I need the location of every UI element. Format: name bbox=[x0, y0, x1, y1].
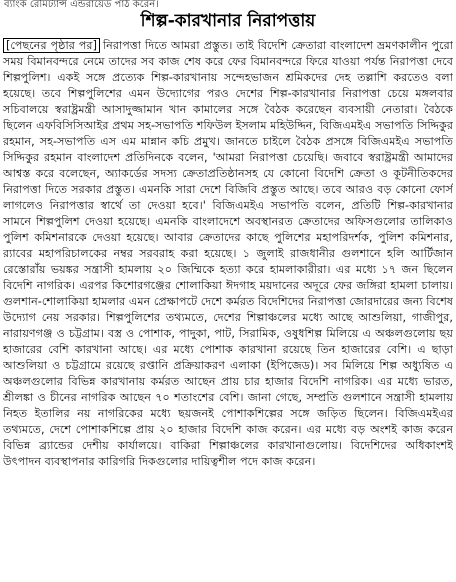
previous-article-tail: ব্যাংক রেমিট্যান্স এন্ডরায়েড পাঠ করেন। bbox=[4, 0, 159, 10]
continuation-tag: [পেছনের পৃষ্ঠার পর] bbox=[3, 38, 100, 53]
article-text: নিরাপত্তা দিতে আমরা প্রস্তুত। তাই বিদেশি ক্রেতারা বাংলাদেশ ভ্রমণকালীন পুরো সময় বিমানবন্দরে নেমে তাদের সব কাজ শেষ করে ফের বিমানবন্দরে ফিরে যাওয়া পর্যন্ত নিরাপত্তা দেবে শিল্পপুলিশ। একই সঙ্গে প্রত্যেক শিল্প-কারখানায় সন্দেহভাজন শ্রমিকদের দেহ তল্লাশি করতেও বলা হয়েছে। তবে শিল্পপুলিশের এমন উদ্যোগের পরও দেশের শিল্প-কারখানার নিরাপত্তা চেয়ে মঙ্গলবার সচিবালয়ে স্বরাষ্ট্রমন্ত্রী আসাদুজ্জামান খান কামালের সঙ্গে বৈঠক করেছেন ব্যবসায়ী নেতারা। বৈঠকে ছিলেন এফবিসিসিআইর প্রথম সহ-সভাপতি শফিউল ইসলাম মহিউদ্দিন, বিজিএমইএ সভাপতি সিদ্দিকুর রহমান, সহ-সভাপতি এস এম মান্নান কচি প্রমুখ। জানতে চাইলে বৈঠক প্রসঙ্গে বিজিএমইএ সভাপতি সিদ্দিকুর রহমান বাংলাদেশ প্রতিদিনকে বলেন, 'আমরা নিরাপত্তা চেয়েছি। জবাবে স্বরাষ্ট্রমন্ত্রী আমাদের আশ্বস্ত করে বলেছেন, অ্যাকর্ডের সদস্য ক্রেতাপ্রতিষ্ঠানসহ যে কোনো বিদেশি ক্রেতা ও কূটনীতিকদের নিরাপত্তা দিতে সরকার প্রস্তুত। এমনকি সারা দেশে বিজিবি প্রস্তুত আছে। তবে আরও বড় কোনো ফোর্স লাগলেও নিরাপত্তার স্বার্থে তা দেওয়া হবে।' বিজিএমইএ সভাপতি বলেন, প্রতিটি শিল্প-কারখানার সামনে শিল্পপুলিশ দেওয়া হয়েছে। এমনকি বাংলাদেশে অবস্থানরত ক্রেতাদের অফিসগুলোর তালিকাও পুলিশ কমিশনারকে দেওয়া হয়েছে। আবার ক্রেতাদের কাছে পুলিশের মহাপরিদর্শক, পুলিশ কমিশনার, র‍্যাবের মহাপরিচালকের নম্বর সরবরাহ করা হয়েছে। ১ জুলাই রাজধানীর গুলশানে হলি আর্টিজান রেস্তোরাঁয় ভয়ঙ্কর সন্ত্রাসী হামলায় ২০ জিম্মিকে হত্যা করে হামলাকারীরা। এর মধ্যে ১৭ জন ছিলেন বিদেশি নাগরিক। এরপর কিশোরগঞ্জের শোলাকিয়া ঈদগাহ ময়দানের অদূরে ফের জঙ্গিরা হামলা চালায়। গুলশান-শোলাকিয়া হামলার এমন প্রেক্ষাপটে দেশে কর্মরত বিদেশিদের নিরাপত্তা জোরদারের জন্য বিশেষ উদ্যোগ নেয় সরকার। শিল্পপুলিশের তথ্যমতে, দেশের শিল্পাঞ্চলের মধ্যে আছে আশুলিয়া, গাজীপুর, নারায়ণগঞ্জ ও চট্টগ্রাম। বস্ত্র ও পোশাক, পাদুকা, পাট, সিরামিক, ওষুধশিল্প মিলিয়ে এ অঞ্চলগুলোয় ছয় হাজারের বেশি কারখানা আছে। এর মধ্যে পোশাক কারখানা রয়েছে তিন হাজারের বেশি। এ ছাড়া আশুলিয়া ও চট্টগ্রামে রয়েছে রপ্তানি প্রক্রিয়াকরণ এলাকা (ইপিজেড)। সব মিলিয়ে শিল্প অধ্যুষিত এ অঞ্চলগুলোর বিভিন্ন কারখানায় কর্মরত আছেন প্রায় চার হাজার বিদেশি নাগরিক। এর মধ্যে ভারত, শ্রীলঙ্কা ও চীনের নাগরিক আছেন ৭০ শতাংশের বেশি। জানা গেছে, সম্প্রতি গুলশানে সন্ত্রাসী হামলায় নিহত ইতালির নয় নাগরিকের মধ্যে ছয়জনই পোশাকশিল্পের সঙ্গে জড়িত ছিলেন। বিজিএমইএর তথ্যমতে, দেশে পোশাকশিল্পে প্রায় ২০ হাজার বিদেশি কাজ করেন। এর মধ্যে বড় অংশই কাজ করেন বিভিন্ন ব্র্যান্ডের দেশীয় কার্যালয়ে। বাকিরা শিল্পাঞ্চলের কারখানাগুলোয়। বিদেশিদের অধিকাংশই উৎপাদন ব্যবস্থাপনার কারিগরি দিকগুলোর দায়িত্বশীল পদে কাজ করেন। bbox=[3, 39, 453, 468]
article-body bbox=[3, 38, 453, 578]
article-headline: শিল্প-কারখানার নিরাপত্তায় bbox=[140, 11, 316, 31]
